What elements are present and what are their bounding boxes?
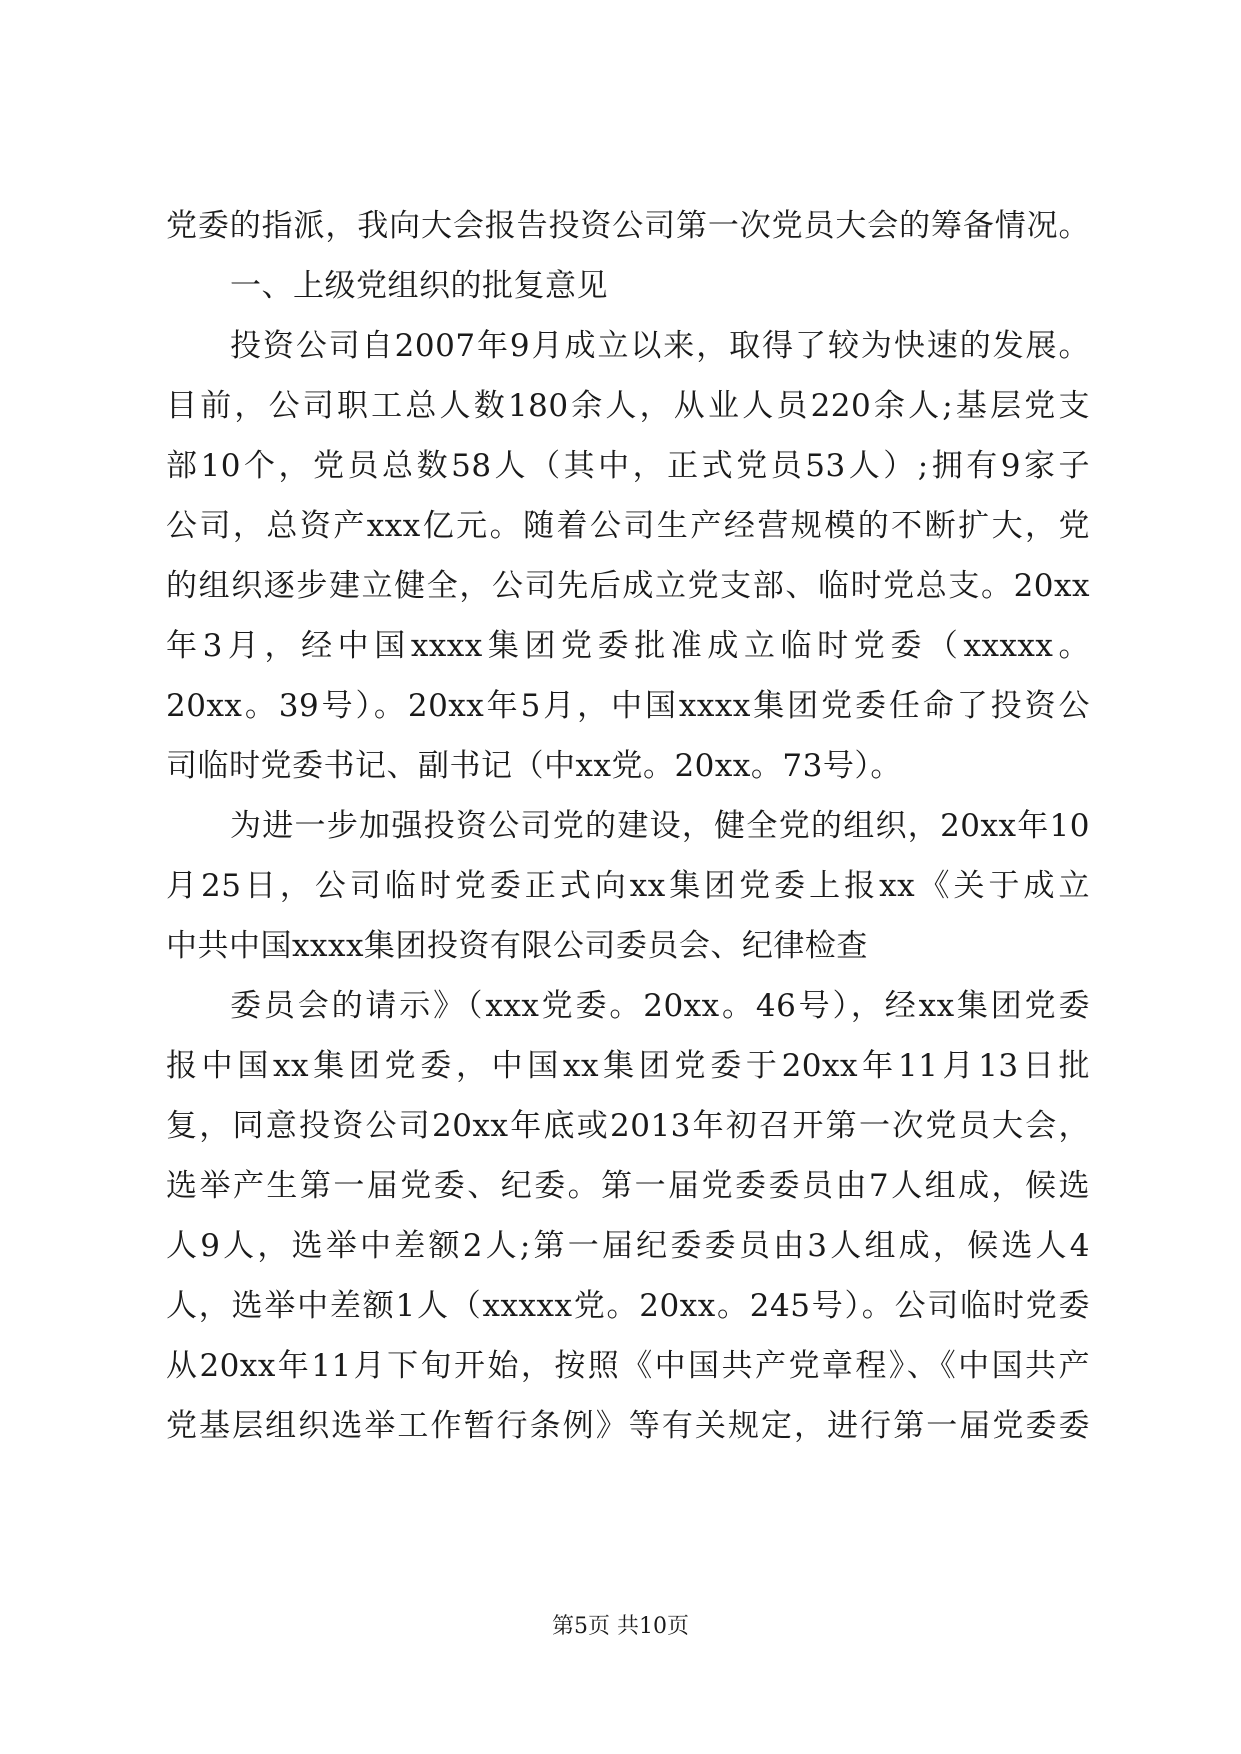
text-line: 月25日，公司临时党委正式向xx集团党委上报xx《关于成立 — [166, 868, 1090, 904]
document-body — [166, 196, 1090, 1456]
text-line: 投资公司自2007年9月成立以来，取得了较为快速的发展。 — [230, 328, 1090, 364]
text-line: 人9人，选举中差额2人;第一届纪委委员由3人组成，候选人4 — [166, 1228, 1090, 1264]
text-line: 委员会的请示》（xxx党委。20xx。46号），经xx集团党委 — [230, 988, 1090, 1024]
text-line: 选举产生第一届党委、纪委。第一届党委委员由7人组成，候选 — [166, 1168, 1090, 1204]
text-line: 从20xx年11月下旬开始，按照《中国共产党章程》、《中国共产 — [166, 1348, 1090, 1384]
text-line: 报中国xx集团党委，中国xx集团党委于20xx年11月13日批 — [166, 1048, 1090, 1084]
text-line: 年3月，经中国xxxx集团党委批准成立临时党委（xxxxx。 — [166, 628, 1090, 664]
text-line: 党委的指派，我向大会报告投资公司第一次党员大会的筹备情况。 — [166, 208, 1090, 244]
text-line: 为进一步加强投资公司党的建设，健全党的组织，20xx年10 — [230, 808, 1090, 844]
text-line: 公司，总资产xxx亿元。随着公司生产经营规模的不断扩大，党 — [166, 508, 1090, 544]
text-line: 复，同意投资公司20xx年底或2013年初召开第一次党员大会， — [166, 1108, 1090, 1144]
page-footer: 第5页 共10页 — [552, 1614, 689, 1639]
text-line: 一、上级党组织的批复意见 — [230, 268, 608, 304]
text-line: 的组织逐步建立健全，公司先后成立党支部、临时党总支。20xx — [166, 568, 1090, 604]
text-line: 党基层组织选举工作暂行条例》等有关规定，进行第一届党委委 — [166, 1408, 1090, 1444]
text-line: 中共中国xxxx集团投资有限公司委员会、纪律检查 — [166, 928, 868, 964]
text-line: 20xx。39号）。20xx年5月，中国xxxx集团党委任命了投资公 — [166, 688, 1090, 724]
text-line: 人，选举中差额1人（xxxxx党。20xx。245号）。公司临时党委 — [166, 1288, 1090, 1324]
text-line: 司临时党委书记、副书记（中xx党。20xx。73号）。 — [166, 748, 902, 784]
text-line: 目前，公司职工总人数180余人，从业人员220余人;基层党支 — [166, 388, 1090, 424]
text-line: 部10个，党员总数58人（其中，正式党员53人）;拥有9家子 — [166, 448, 1090, 484]
